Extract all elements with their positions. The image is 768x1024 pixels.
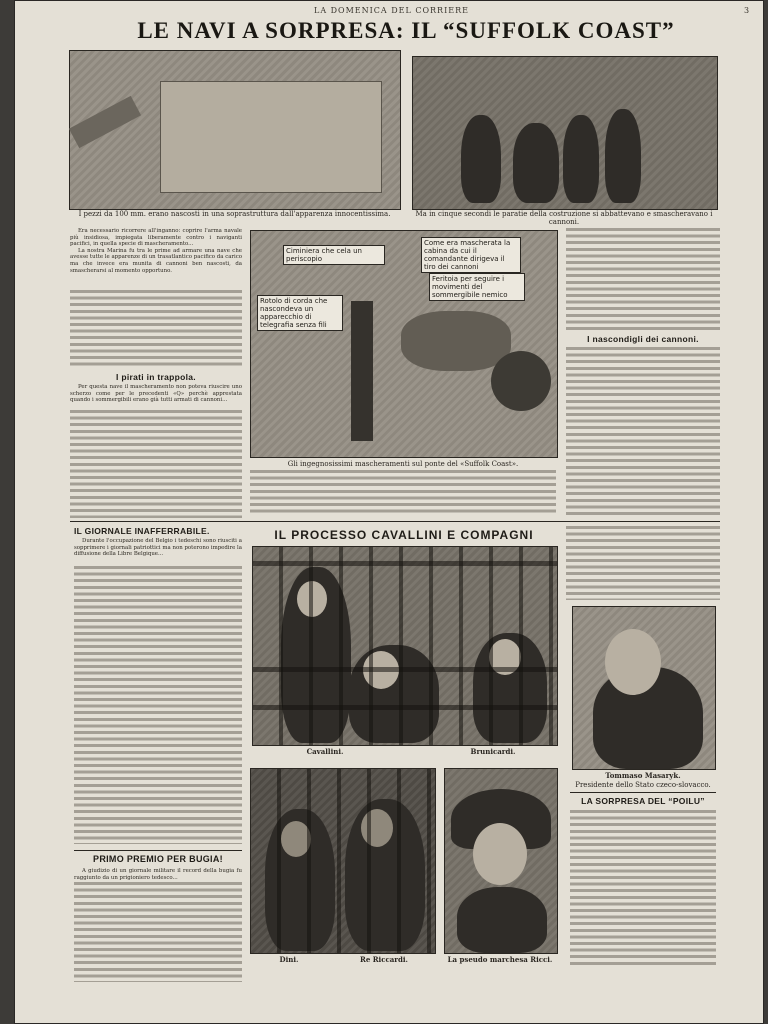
label-loophole: Feritoia per seguire i movimenti del sommergibile nemico [429,273,525,301]
section-divider [74,850,242,851]
photo-guns-revealed [412,56,718,210]
page-number: 3 [744,6,750,15]
caption-masaryk-name [570,772,716,780]
deck-structure-shape [160,81,382,193]
heading-pirati: I pirati in trappola. [116,372,196,382]
caption-suffolk-deck: Gli ingegnosissimi mascheramenti sul ponte del «Suffolk Coast». [287,460,519,468]
sailor-figure [605,109,641,203]
photo-suffolk-deck [250,230,558,458]
photo-dini-riccardi [250,768,436,954]
caption-ricci [436,956,564,964]
photo-marchesa-ricci [444,768,558,954]
masaryk-face [605,629,661,695]
heading-giornale: IL GIORNALE INAFFERRABILE. [74,526,210,536]
intro-paragraph: Era necessario ricorrere all'inganno: coprire l'arma navale più insidiosa, impiegata liberamente contro i naviganti pacifici, in quella specie di mascheramento... [70,228,242,248]
caption-hidden-guns: I pezzi da 100 mm. erano nascosti in una soprastruttura dall'apparenza innocentissima. [78,210,391,218]
cavallini-name: Cavallini. [306,747,344,756]
article-intro [70,228,242,274]
sailor-figure [461,115,501,203]
caption-riccardi [344,956,424,964]
text-block [250,470,556,516]
page-title: LE NAVI A SORPRESA: IL “SUFFOLK COAST” [137,18,675,43]
winch-shape [491,351,551,411]
masaryk-name: Tommaso Masaryk. [605,771,681,780]
heading-premio: PRIMO PREMIO PER BUGIA! [93,854,223,864]
photo-hidden-guns [69,50,401,210]
cage-rail [253,667,557,672]
text-block [70,290,242,368]
sailor-figure [563,115,599,203]
text-block [70,410,242,518]
premio-paragraph: A giudizio di un giornale militare il record della bugia fu raggiunto da un prigioniero tedesco... [74,868,242,881]
section-divider [570,792,716,793]
label-cabin: Come era mascherata la cabina da cui il comandante dirigeva il tiro dei cannoni [421,237,521,273]
riccardi-name: Re Riccardi. [360,955,408,964]
newspaper-page [14,0,764,1024]
rope-coil-shape [401,311,511,371]
label-rope-coil: Rotolo di corda che nascondeva un apparecchio di telegrafia senza fili [257,295,343,331]
heading-poilu: LA SORPRESA DEL “POILU” [581,796,705,806]
pirati-text [70,384,242,404]
cage-bars [251,769,435,953]
giornale-paragraph: Durante l'occupazione del Belgio i tedeschi sono riusciti a sopprimere i giornali patriottici ma non poterono impedire la diffusione della Libre Belgique... [74,538,242,558]
text-block [74,566,242,844]
intro-paragraph-2: La nostra Marina fu tra le prime ad armare una nave che avesse tutte le apparenze di un trasatlantico pacifico da carico ma che invece era munita di cannoni ben nascosti, da smascherarsi al momento opportuno. [70,247,242,274]
ricci-face [473,823,527,885]
text-block [566,228,720,330]
caption-masaryk-role: Presidente dello Stato czeco-slovacco. [575,781,711,789]
ricci-name: La pseudo marchesa Ricci. [447,955,553,964]
label-chimney: Ciminiera che cela un periscopio [283,245,385,265]
text-block [570,810,716,966]
caption-cavallini [280,748,370,756]
caption-brunicardi [448,748,538,756]
mast-post-shape [351,301,373,441]
text-block [74,882,242,982]
section-divider [70,521,720,522]
heading-processo: IL PROCESSO CAVALLINI E COMPAGNI [274,528,534,542]
giornale-text [74,538,242,558]
gun-barrel-shape [69,96,141,148]
cage-rail [253,561,557,566]
pirati-paragraph: Per questa nave il mascheramento non poteva riuscire uno scherzo come per le precedenti «Q» perchè apprestata quando i sommergibili erano già tutti armati di cannoni... [70,384,242,404]
dini-name: Dini. [279,955,299,964]
gun-figure [513,123,559,203]
photo-cavallini-brunicardi [252,546,558,746]
masthead-title: LA DOMENICA DEL CORRIERE [314,6,469,15]
text-block [566,526,720,600]
photo-masaryk [572,606,716,770]
caption-dini [264,956,314,964]
ricci-figure [457,887,547,953]
premio-text [74,868,242,881]
brunicardi-name: Brunicardi. [470,747,516,756]
text-block [566,347,720,517]
heading-nascondigli: I nascondigli dei cannoni. [587,334,699,344]
cage-rail [253,705,557,710]
cage-bars [253,547,557,745]
caption-guns-revealed: Ma in cinque secondi le paratie della costruzione si abbattevano e smascheravano i cannoni. [415,210,713,226]
